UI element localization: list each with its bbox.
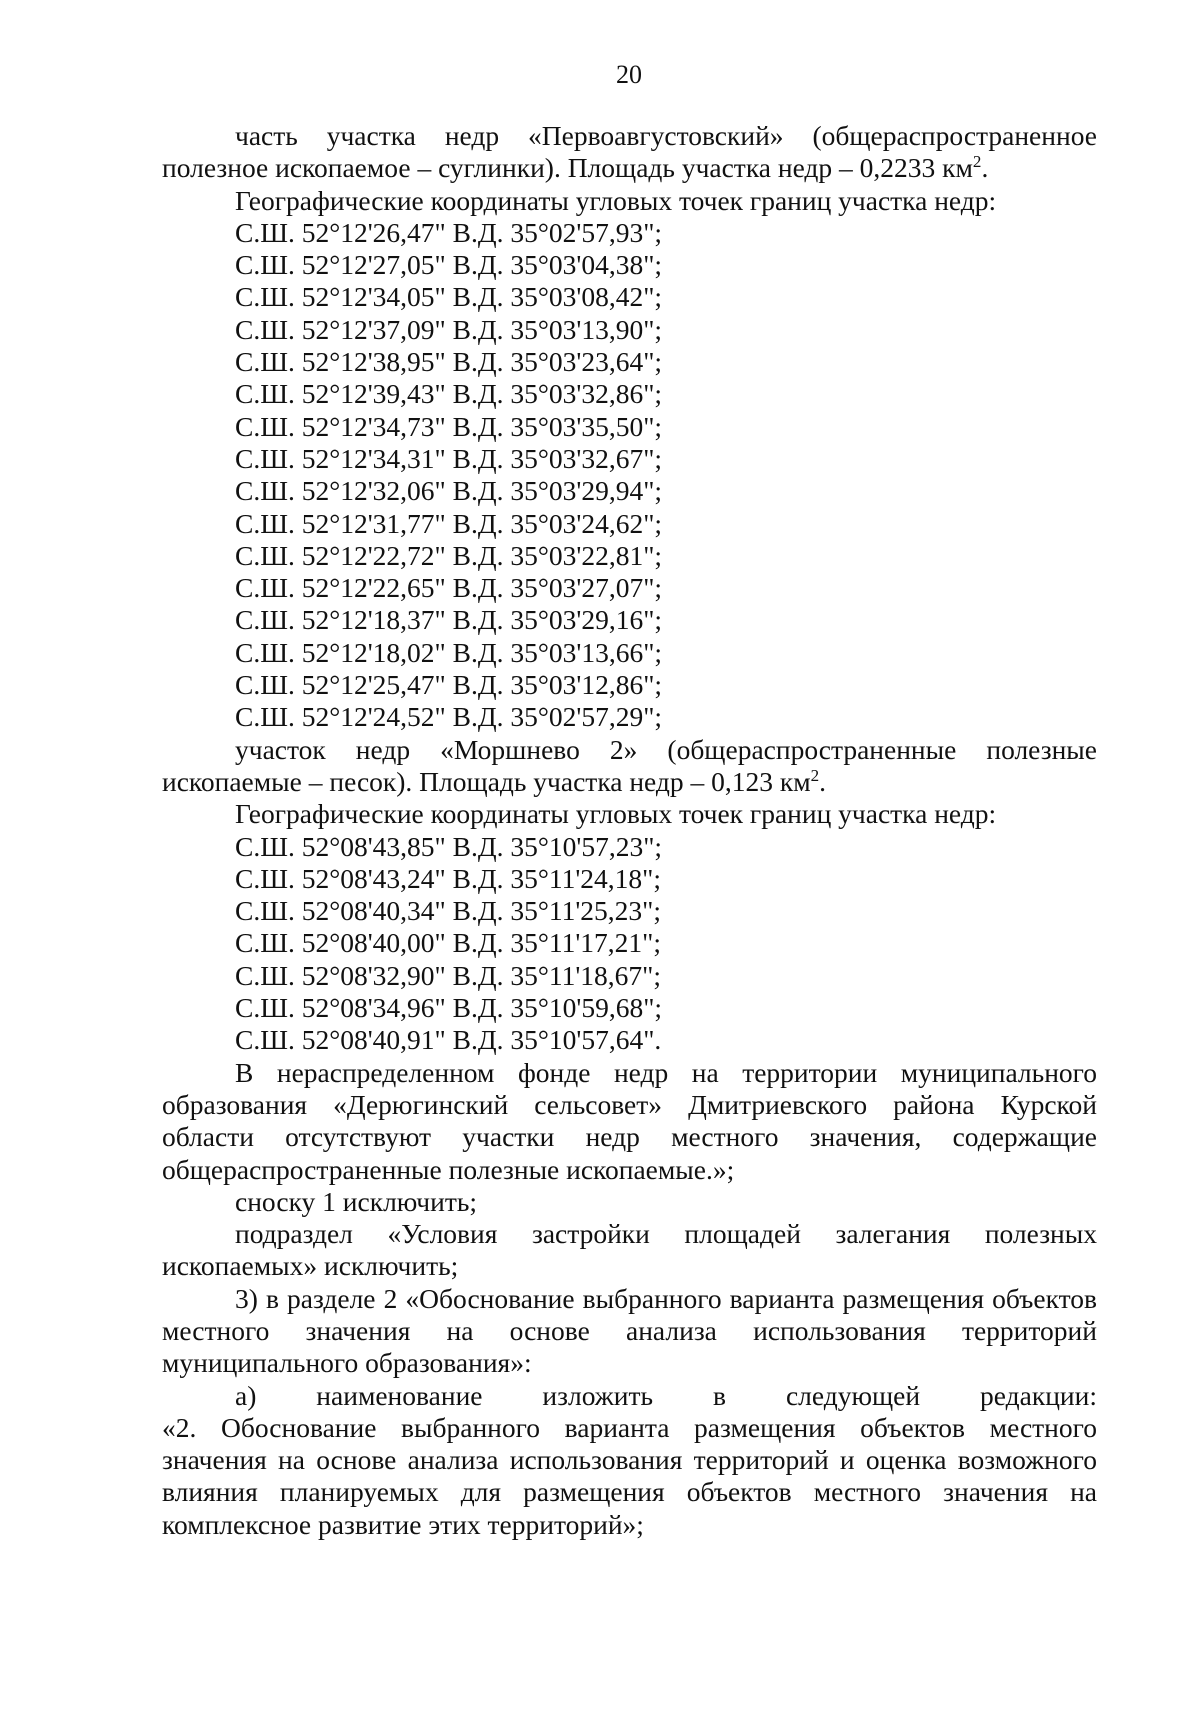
coordinate-line: С.Ш. 52°12'18,02" В.Д. 35°03'13,66"; (235, 636, 663, 668)
coordinate-line: С.Ш. 52°08'43,24" В.Д. 35°11'24,18"; (235, 862, 662, 894)
page-number: 20 (616, 60, 642, 89)
coordinate-line: С.Ш. 52°12'34,31" В.Д. 35°03'32,67"; (235, 442, 663, 474)
coordinate-line: С.Ш. 52°12'34,73" В.Д. 35°03'35,50"; (235, 410, 663, 442)
plot1-intro (162, 120, 1097, 185)
plot2-intro-text: участок недр «Моршнево 2» (общераспространенные полезные ископаемые – песок). Площадь участка недр – 0,123 км (162, 733, 1097, 797)
plot1-area-end: . (981, 152, 989, 184)
coordinate-line: С.Ш. 52°12'32,06" В.Д. 35°03'29,94"; (235, 475, 663, 507)
coordinate-line: С.Ш. 52°12'26,47" В.Д. 35°02'57,93"; (235, 216, 663, 248)
coordinate-line: С.Ш. 52°08'40,34" В.Д. 35°11'25,23"; (235, 895, 662, 927)
footnote-delete-paragraph: сноску 1 исключить; (235, 1185, 478, 1217)
coordinate-line: С.Ш. 52°12'31,77" В.Д. 35°03'24,62"; (235, 507, 663, 539)
item-a-paragraph: а) наименование изложить в следующей редакции: (235, 1379, 1097, 1411)
subsection-delete-paragraph: подраздел «Условия застройки площадей залегания полезных ископаемых» исключить; (162, 1218, 1097, 1282)
document-body (162, 120, 1097, 1541)
section2-paragraph: 3) в разделе 2 «Обоснование выбранного варианта размещения объектов местного значения на основе анализа использования территорий муниципального образования»: (162, 1282, 1097, 1379)
coordinate-line: С.Ш. 52°12'22,72" В.Д. 35°03'22,81"; (235, 539, 663, 571)
plot2-area-unit-exponent: 2 (810, 765, 820, 785)
plot1-area-unit-exponent: 2 (972, 152, 982, 172)
coordinate-line: С.Ш. 52°12'22,65" В.Д. 35°03'27,07"; (235, 572, 663, 604)
coordinate-line: С.Ш. 52°08'32,90" В.Д. 35°11'18,67"; (235, 959, 662, 991)
coordinate-line: С.Ш. 52°12'24,52" В.Д. 35°02'57,29"; (235, 701, 663, 733)
coordinate-line: С.Ш. 52°08'43,85" В.Д. 35°10'57,23"; (235, 830, 663, 862)
plot2-area-end: . (819, 765, 827, 797)
plot2-coords-heading: Географические координаты угловых точек границ участка недр: (235, 798, 997, 830)
new-section-title-paragraph: «2. Обоснование выбранного варианта размещения объектов местного значения на основе анализа использования территорий и оценка возможного влияния планируемых для размещения объектов местного значения на комплексное развитие этих территорий»; (162, 1411, 1097, 1540)
coordinate-line: С.Ш. 52°12'38,95" В.Д. 35°03'23,64"; (235, 346, 663, 378)
coordinate-line: С.Ш. 52°08'40,91" В.Д. 35°10'57,64". (235, 1024, 662, 1056)
coordinate-line: С.Ш. 52°12'25,47" В.Д. 35°03'12,86"; (235, 669, 663, 701)
plot2-coordinate-list (162, 831, 1097, 1057)
coordinate-line: С.Ш. 52°12'18,37" В.Д. 35°03'29,16"; (235, 604, 663, 636)
plot1-coords-heading: Географические координаты угловых точек границ участка недр: (235, 184, 997, 216)
coordinate-line: С.Ш. 52°12'37,09" В.Д. 35°03'13,90"; (235, 313, 663, 345)
coordinate-line: С.Ш. 52°12'39,43" В.Д. 35°03'32,86"; (235, 378, 663, 410)
coordinate-line: С.Ш. 52°08'34,96" В.Д. 35°10'59,68"; (235, 992, 663, 1024)
coordinate-line: С.Ш. 52°12'27,05" В.Д. 35°03'04,38"; (235, 249, 663, 281)
coordinate-line: С.Ш. 52°08'40,00" В.Д. 35°11'17,21"; (235, 927, 662, 959)
plot1-intro-text: часть участка недр «Первоавгустовский» (общераспространенное полезное ископаемое – суглинки). Площадь участка недр – 0,2233 км (162, 120, 1097, 184)
coordinate-line: С.Ш. 52°12'34,05" В.Д. 35°03'08,42"; (235, 281, 663, 313)
unallocated-fund-paragraph: В нераспределенном фонде недр на территории муниципального образования «Дерюгинский сельсовет» Дмитриевского района Курской области отсутствуют участки недр местного значения, содержащие общераспространенные полезные ископаемые.»; (162, 1056, 1097, 1185)
plot1-coordinate-list (162, 217, 1097, 734)
plot2-intro (162, 734, 1097, 799)
